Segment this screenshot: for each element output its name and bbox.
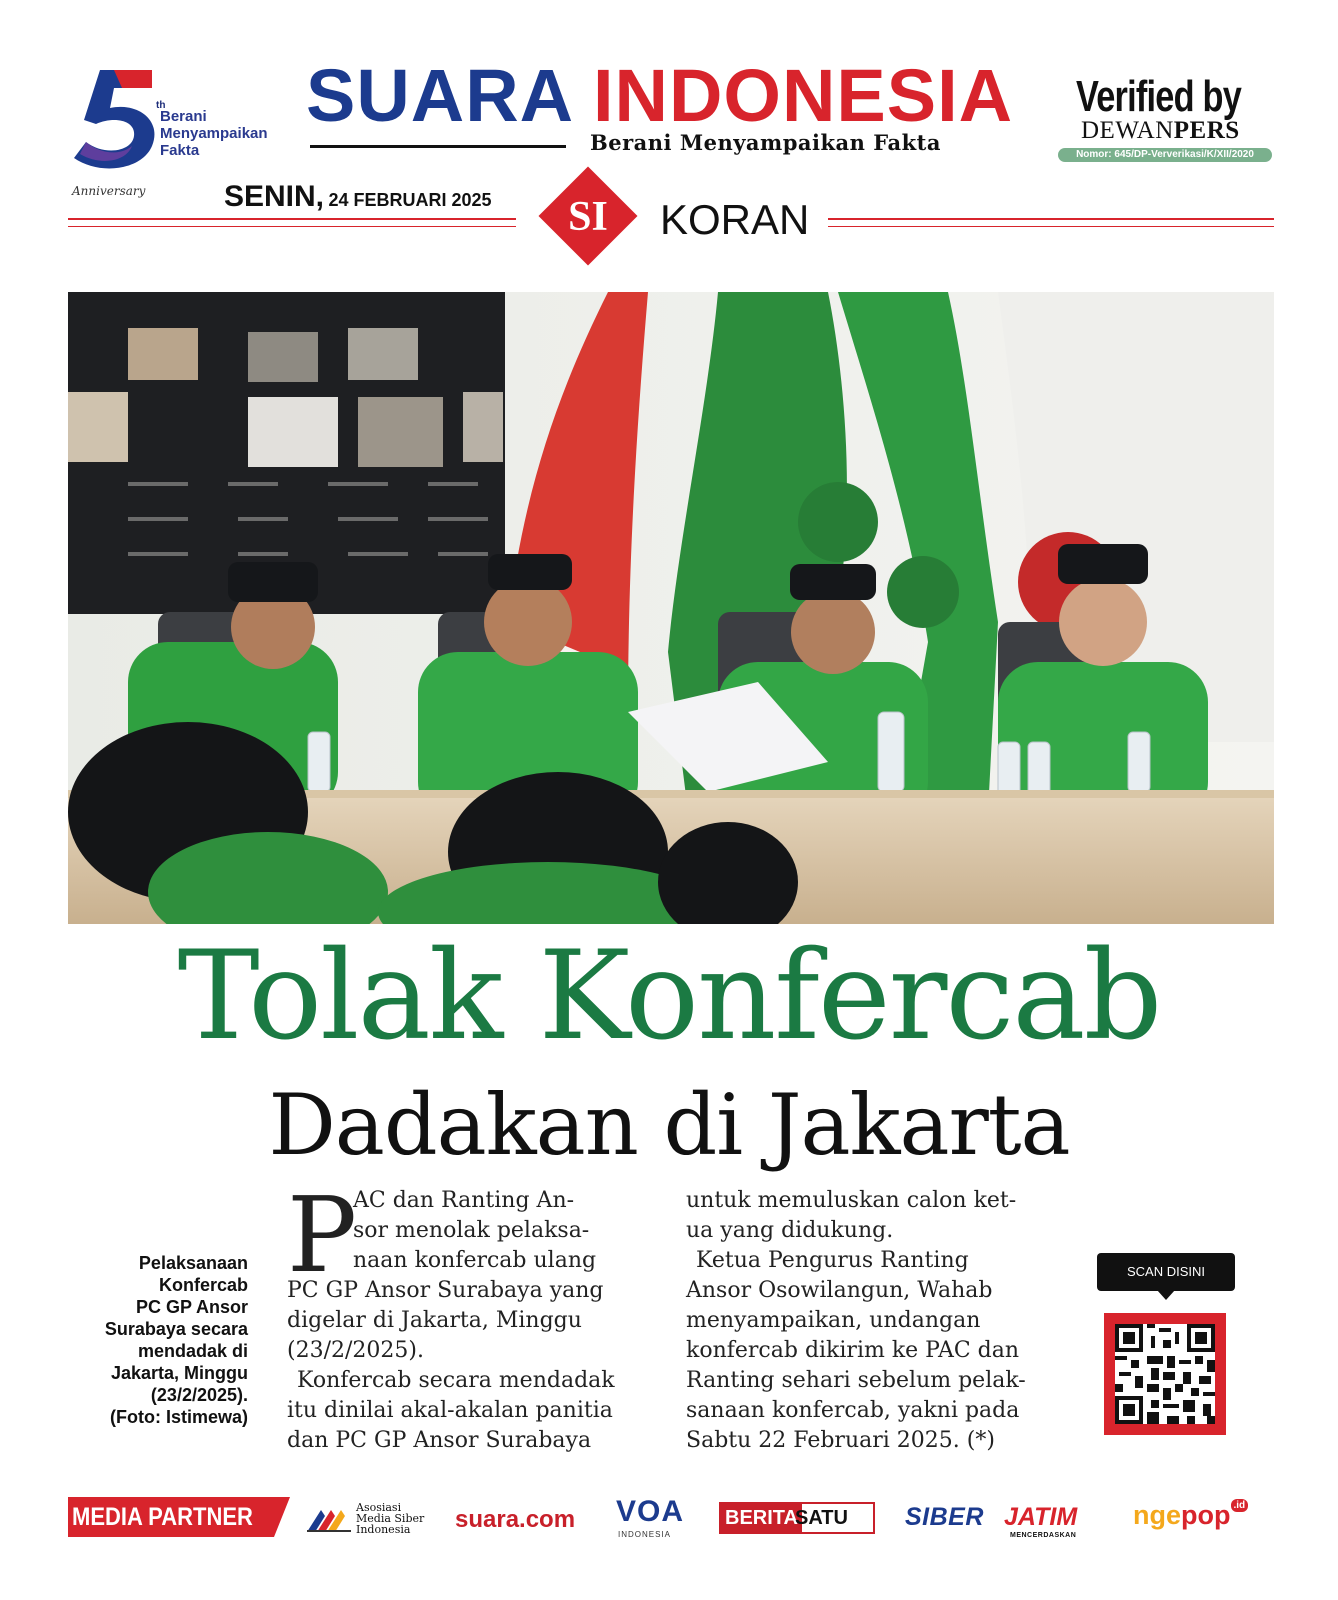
partner-amsi-line: Indonesia — [356, 1523, 411, 1536]
caption-line: Surabaya secara — [104, 1319, 248, 1339]
issue-date-day: SENIN, — [224, 180, 325, 213]
partner-ngepop[interactable] — [1133, 1500, 1248, 1531]
article-line: sanaan konfercab, yakni pada — [686, 1398, 1020, 1423]
article-line: Ansor Osowilangun, Wahab — [686, 1278, 993, 1303]
headline-sub: Dadakan di Jakarta — [268, 1076, 1070, 1174]
news-photo — [68, 292, 1274, 924]
scan-arrow-icon — [1157, 1290, 1175, 1300]
partner-siberjatim-tagline: MENCERDASKAN — [1010, 1532, 1077, 1539]
caption-line: mendadak di — [137, 1341, 248, 1361]
caption-line: Pelaksanaan — [138, 1253, 248, 1273]
article-column-right — [686, 1186, 1066, 1456]
issue-date — [224, 180, 492, 214]
brand-part-suara: SUARA — [306, 54, 572, 137]
caption-line: Jakarta, Minggu — [110, 1363, 248, 1383]
article-line: naan konfercab ulang — [353, 1248, 597, 1273]
article-line: AC dan Ranting An- — [353, 1188, 575, 1213]
scan-qr-label: SCAN DISINI — [1097, 1253, 1235, 1291]
brand-part-indonesia: INDONESIA — [592, 54, 1014, 137]
caption-line: (23/2/2025). — [150, 1385, 248, 1405]
verified-org-part: DEWAN — [1081, 117, 1174, 144]
article-line: Konfercab secara mendadak — [297, 1368, 615, 1393]
masthead-rule-right — [828, 218, 1274, 227]
article-line: ua yang didukung. — [686, 1218, 894, 1243]
partner-amsi-line: Media Siber — [356, 1512, 425, 1525]
article-line: sor menolak pelaksa- — [353, 1218, 590, 1243]
partner-beritasatu-part1: BERITA — [721, 1504, 802, 1532]
brand-space — [571, 54, 593, 137]
article-line: untuk memuluskan calon ket- — [686, 1188, 1017, 1213]
caption-line: PC GP Ansor — [135, 1297, 248, 1317]
amsi-logo-icon — [305, 1504, 353, 1534]
anniversary-tagline — [160, 108, 290, 159]
verified-title: Verified by — [1076, 72, 1242, 121]
photo-caption — [76, 1252, 248, 1428]
brand-rule — [310, 145, 566, 148]
brand-tagline: Berani Menyampaikan Fakta — [590, 130, 941, 155]
section-label: KORAN — [660, 196, 810, 243]
media-partner-label: MEDIA PARTNER — [72, 1503, 253, 1531]
verified-number-badge: Nomor: 645/DP-Ververikasi/K/XII/2020 — [1058, 148, 1272, 162]
partner-voa-subtitle: INDONESIA — [618, 1530, 672, 1539]
masthead-rule-left — [68, 218, 516, 227]
qr-code-icon — [1115, 1324, 1215, 1424]
verified-org-part-bold: PERS — [1173, 117, 1240, 144]
caption-line: (Foto: Istimewa) — [110, 1407, 248, 1427]
anniversary-tagline-line: Berani — [160, 108, 207, 125]
article-line: dan PC GP Ansor Surabaya — [287, 1428, 592, 1453]
partner-siberjatim-part2[interactable]: JATIM — [1004, 1503, 1078, 1531]
anniversary-script: Anniversary — [72, 184, 146, 198]
article-line: PC GP Ansor Surabaya yang — [287, 1278, 604, 1303]
article-line: (23/2/2025). — [287, 1338, 424, 1363]
partner-beritasatu-part2: SATU — [795, 1507, 848, 1529]
partner-ngepop-part: nge — [1133, 1500, 1182, 1530]
partner-suara-com[interactable]: suara.com — [455, 1506, 576, 1533]
partner-amsi[interactable] — [356, 1502, 424, 1535]
partner-amsi-line: Asosiasi — [356, 1501, 402, 1514]
drop-cap: P — [287, 1174, 357, 1296]
article-column-left — [287, 1174, 657, 1456]
partner-siberjatim-part1[interactable]: SIBER — [905, 1503, 984, 1531]
article-line: digelar di Jakarta, Minggu — [287, 1308, 582, 1333]
partner-ngepop-part: pop — [1181, 1500, 1231, 1530]
article-line: Ketua Pengurus Ranting — [696, 1248, 969, 1273]
article-line: itu dinilai akal-akalan panitia — [287, 1398, 613, 1423]
partner-voa[interactable]: VOA — [616, 1495, 685, 1528]
article-line: konfercab dikirim ke PAC dan — [686, 1338, 1020, 1363]
issue-date-rest: 24 FEBRUARI 2025 — [328, 190, 492, 210]
article-line: menyampaikan, undangan — [686, 1308, 981, 1333]
anniversary-tagline-line: Menyampaikan — [160, 125, 268, 142]
partner-ngepop-suffix: .id — [1231, 1499, 1249, 1512]
anniversary-tagline-line: Fakta — [160, 142, 200, 159]
verified-org — [1081, 117, 1240, 145]
anniversary-five-icon — [70, 66, 160, 176]
caption-line: Konfercab — [158, 1275, 248, 1295]
section-badge: SI — [568, 194, 608, 240]
news-photo-illustration — [68, 292, 1274, 924]
article-line: Ranting sehari sebelum pelak- — [686, 1368, 1026, 1393]
article-line: Sabtu 22 Februari 2025. (*) — [686, 1428, 995, 1453]
anniversary-suffix: th — [156, 100, 166, 111]
qr-code[interactable] — [1115, 1324, 1215, 1424]
brand-title — [306, 56, 1013, 136]
headline-main: Tolak Konfercab — [177, 925, 1161, 1068]
